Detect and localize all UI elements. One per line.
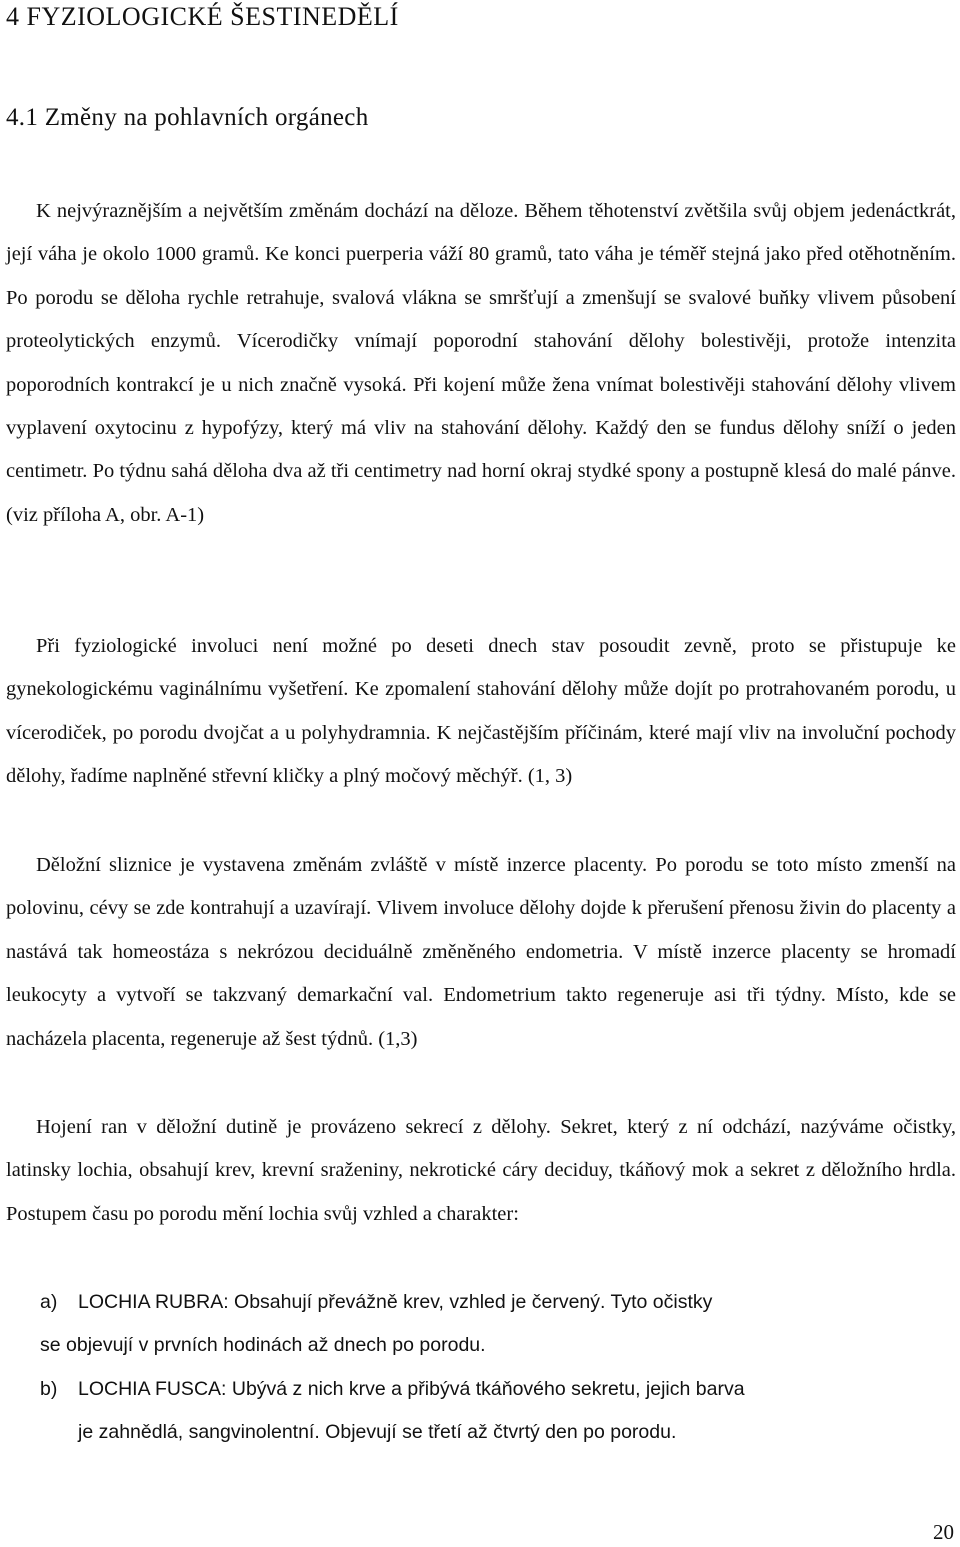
paragraph-endometrium <box>6 844 956 1061</box>
list-item-lochia-fusca <box>40 1368 940 1455</box>
page-number: 20 <box>933 1520 954 1544</box>
section-title: 4.1 Změny na pohlavních orgánech <box>6 104 369 131</box>
paragraph-involution <box>6 625 956 799</box>
list-item-text: LOCHIA RUBRA: Obsahují převážně krev, vzhled je červený. Tyto očistky <box>78 1291 713 1313</box>
paragraph-text: K nejvýraznějším a největším změnám dochází na děloze. Během těhotenství zvětšila svůj objem jedenáctkrát, její váha je okolo 1000 gramů. Ke konci puerperia váží 80 gramů, tato váha je téměř stejná jako před otěhotněním. Po porodu se děloha rychle retrahuje, svalová vlákna se smršťují a zmenšují se svalové buňky vlivem působení proteolytických enzymů. Vícerodičky vnímají poporodní stahování dělohy bolestivěji, protože intenzita poporodních kontrakcí je u nich značně vysoká. Při kojení může žena vnímat bolestivěji stahování dělohy vlivem vyplavení oxytocinu z hypofýzy, který má vliv na stahování dělohy. Každý den se fundus dělohy sníží o jeden centimetr. Po týdnu sahá děloha dva až tři centimetry nad horní okraj stydké spony a postupně klesá do malé pánve. (viz příloha A, obr. A-1) <box>6 200 956 526</box>
paragraph-text: Hojení ran v děložní dutině je provázeno sekrecí z dělohy. Sekret, který z ní odchází, nazýváme očistky, latinsky lochia, obsahují krev, krevní sraženiny, nekrotické cáry deciduy, tkáňový mok a sekret z děložního hrdla. Postupem času po porodu mění lochia svůj vzhled a charakter: <box>6 1116 956 1225</box>
list-item-lochia-rubra <box>40 1281 940 1368</box>
list-marker: b) <box>40 1378 58 1400</box>
paragraph-text: Děložní sliznice je vystavena změnám zvláště v místě inzerce placenty. Po porodu se toto místo zmenší na polovinu, cévy se zde kontrahují a uzavírají. Vlivem involuce dělohy dojde k přerušení přenosu živin do placenty a nastává tak homeostáza s nekrózou deciduálně změněného endometria. V místě inzerce placenty se hromadí leukocyty a vytvoří se takzvaný demarkační val. Endometrium takto regeneruje asi tři týdny. Místo, kde se nacházela placenta, regeneruje až šest týdnů. (1,3) <box>6 854 956 1050</box>
paragraph-text: Při fyziologické involuci není možné po deseti dnech stav posoudit zevně, proto se přistupuje ke gynekologickému vaginálnímu vyšetření. Ke zpomalení stahování dělohy může dojít po protrahovaném porodu, u vícerodiček, po porodu dvojčat a u polyhydramnia. K nejčastějším příčinám, které mají vliv na involuční pochody dělohy, řadíme naplněné střevní kličky a plný močový měchýř. (1, 3) <box>6 635 956 788</box>
list-item-continuation: se objevují v prvních hodinách až dnech po porodu. <box>40 1334 486 1357</box>
paragraph-uterus-changes <box>6 190 956 537</box>
list-item-continuation: je zahnědlá, sangvinolentní. Objevují se třetí až čtvrtý den po porodu. <box>78 1421 677 1444</box>
paragraph-lochia <box>6 1106 956 1236</box>
list-item-text: LOCHIA FUSCA: Ubývá z nich krve a přibývá tkáňového sekretu, jejich barva <box>78 1378 745 1400</box>
list-marker: a) <box>40 1291 58 1313</box>
chapter-title: 4 FYZIOLOGICKÉ ŠESTINEDĚLÍ <box>6 2 399 31</box>
